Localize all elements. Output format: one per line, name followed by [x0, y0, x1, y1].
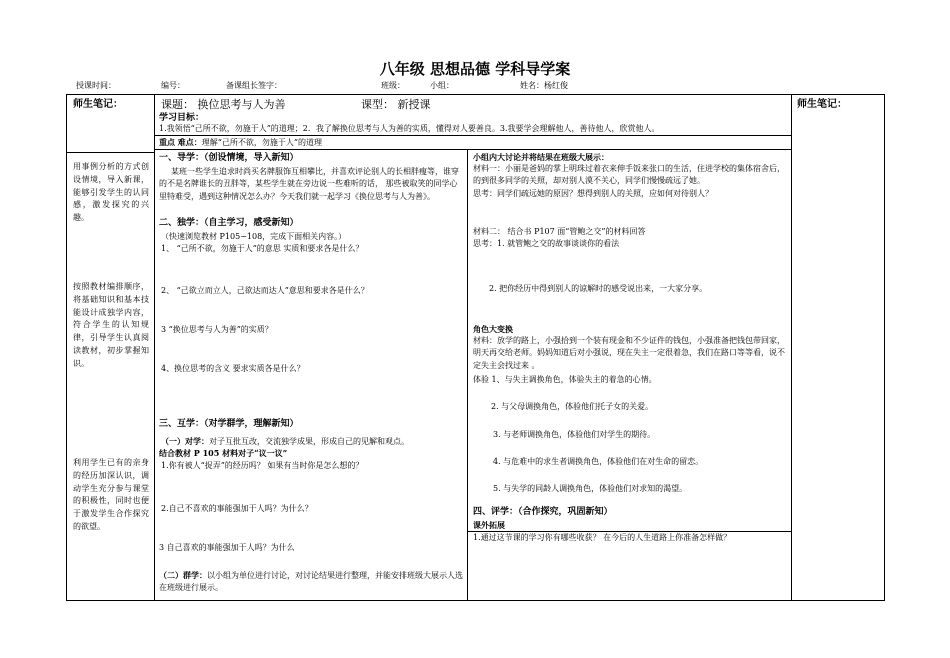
meta-group: 小组： [430, 81, 454, 90]
extension-title: 课外拓展 [473, 520, 505, 530]
teaching-note-1: 用事例分析的方式创设情境，导入新课，能够引发学生的认同感，激发探究的兴趣。 [73, 162, 149, 223]
experience-1: 体验 1、与失主调换角色，体验失主的着急的心情。 [473, 375, 657, 384]
teaching-note-3: 利用学生已有的亲身的经历加深认识，调动学生充分参与课堂的积极性，同时也便于激发学生合作探究的欲望。 [73, 458, 149, 531]
meta-time: 授课时间： [76, 81, 116, 90]
question-4: 4、换位思考的含义 要求实质各是什么？ [161, 364, 305, 373]
section-4-title: 四、评学：（合作探究，巩固新知） [473, 507, 613, 517]
material-1: 材料一：小丽是爸妈的掌上明珠过着衣来伸手饭来张口的生活，住进学校的集体宿舍后，的到很多同学的关照，却对别人漠不关心，同学们慢慢疏远了她。 [473, 164, 785, 186]
key-points [159, 136, 322, 149]
learning-goals: 1.我领悟“己所不欲，勿施于人”的道理；2．我了解换位思考与人为善的实质，懂得对人要善良。3.我要学会理解他人，善待他人，欣赏他人。 [159, 124, 660, 133]
qunxue-text: 以小组为单位进行讨论，对讨论结果进行整理，并能安排班级大展示人选在班级进行展示。 [159, 571, 463, 593]
material-2-question-2: 2. 把你经历中得到别人的谅解时的感受说出来，一大家分享。 [489, 284, 708, 293]
qunxue-label: （二）群学： [159, 570, 207, 580]
left-notes-header: 师生笔记： [73, 99, 123, 110]
discussion-title: 小组内大讨论并将结果在班级大展示： [473, 152, 609, 162]
key-label: 重点 难点： [159, 137, 202, 147]
meta-signature: 备课组长签字： [226, 81, 282, 90]
material-1-question: 思考：同学们疏远她的原因？想得到别人的关照，应如何对待别人？ [473, 189, 713, 198]
experience-4: 4. 与危难中的求生者调换角色，体验他们在对生命的留恋。 [493, 457, 704, 466]
meta-number: 编号： [161, 81, 185, 90]
meta-name: 姓名：杨红俊 [520, 81, 568, 90]
section-1-text: 某班一些学生追求时尚买名牌服饰互相攀比，并喜欢评论别人的长相胖瘦等，谁穿的不是名牌谁长的丑胖等，某些学生就在旁边说一些难听的话， 那些被取笑的同学心里特难受，遇到这种情况怎么办？今天我们就一起学习《换位思考与人为善》。 [159, 167, 459, 201]
right-notes-header: 师生笔记： [797, 99, 847, 110]
meta-class: 班级： [381, 81, 405, 90]
worksheet-table [66, 94, 885, 601]
key-text: 理解“己所不欲，勿施于人”的道理 [201, 138, 322, 147]
discussion-1: 1.你有被人“捉弄”的经历吗？ 如果有当时你是怎么想的？ [161, 461, 364, 470]
section-2-title: 二、独学：（自主学习，感受新知） [159, 218, 299, 228]
teaching-note-2: 按照教材编排顺序，将基础知识和基本技能设计成独学内容，符合学生的认知规律，引导学生认真阅读教材，初步掌握知识。 [73, 282, 149, 368]
question-3: 3 “换位思考与人为善”的实质？ [161, 325, 273, 334]
question-1: 1、 “己所不欲，勿施于人”的意思 实质和要求各是什么？ [161, 244, 364, 253]
lesson-content [155, 95, 792, 601]
goal-label: 学习目标： [159, 113, 205, 123]
section-1-title: 一、导学：（创设情境，导入新知） [159, 153, 299, 163]
material-2-question: 思考：1. 就管鲍之交的故事谈谈你的看法 [473, 239, 620, 248]
experience-3: 3. 与老师调换角色，体验他们对学生的期待。 [493, 430, 656, 439]
role-swap-title: 角色大变换 [473, 324, 513, 334]
page-title: 八年级 思想品德 学科导学案 [379, 60, 571, 78]
combine-text: 结合教材 P 105 材料对子“议一议” [159, 448, 288, 458]
lesson-type: 课型： 新授课 [361, 98, 431, 111]
section-3-title: 三、互学：（对学群学，理解新知） [159, 419, 299, 429]
discussion-2: 2.自己不喜欢的事能强加于人吗？为什么？ [161, 504, 313, 513]
discussion-3: 3 自己喜欢的事能强加于人吗？为什么 [159, 543, 295, 552]
left-notes-column [67, 95, 155, 601]
right-notes-column [792, 95, 885, 601]
experience-2: 2. 与父母调换角色，体验他们托子女的关爱。 [491, 402, 654, 411]
lesson-topic: 课题： 换位思考与人为善 [161, 98, 286, 111]
qunxue [159, 569, 465, 595]
extension-question: 1.通过这节课的学习你有哪些收获？ 在今后的人生道路上你准备怎样做？ [473, 533, 732, 542]
material-2: 材料二： 结合书 P107 面“管鲍之交”的材料回答 [473, 227, 646, 236]
role-swap-story: 材料：放学的路上，小强拾到一个装有现金和不少证件的钱包，小强准备把钱包带回家，明天再交给老师。妈妈知道后对小强说，现在失主一定很着急，我们在路口等等看，说不定失主会找过来 。 [473, 336, 785, 370]
duixue-label: （一）对学： [161, 436, 209, 446]
duixue-text: 对子互批互改，交流独学成果，形成自己的见解和观点。 [209, 437, 409, 446]
question-2: 2、 “己欲立而立人，己欲达而达人”意思和要求各是什么？ [161, 286, 369, 295]
section-2-intro: （快速浏览教材 P105~108，完成下面相关内容。） [161, 232, 347, 241]
experience-5: 5. 与失学的同龄人调换角色，体验他们对求知的渴望。 [493, 484, 688, 493]
